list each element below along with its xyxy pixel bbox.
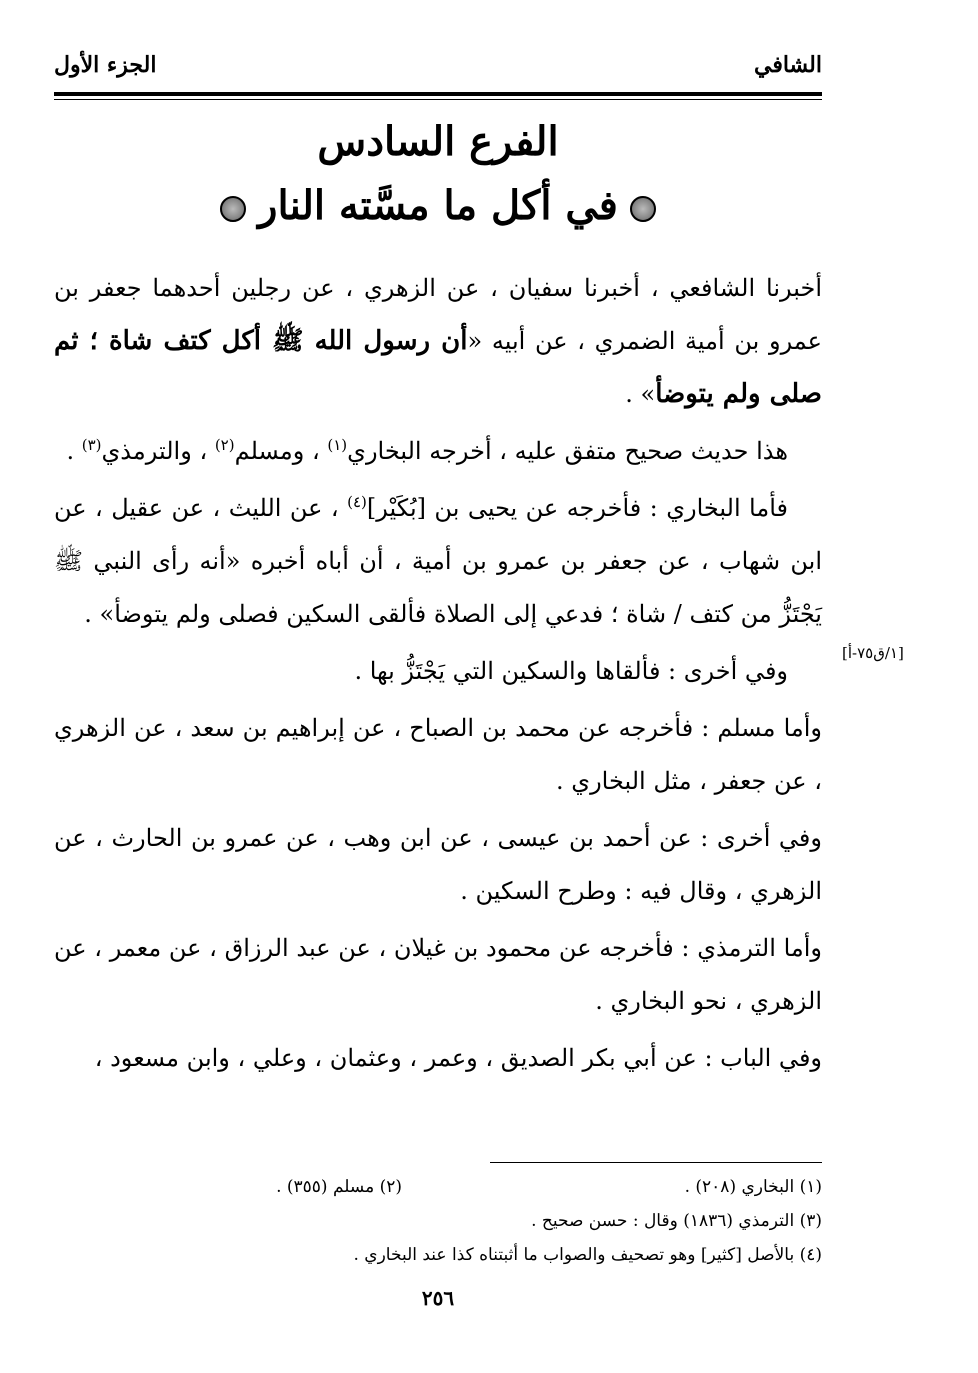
book-title: الشافي	[754, 52, 822, 78]
paragraph-7: وأما الترمذي : فأخرجه عن محمود بن غيلان ، عن عبد الرزاق ، عن معمر ، عن الزهري ، نحو البخاري .	[54, 934, 822, 1015]
footnote-row	[54, 1170, 822, 1204]
footnote-ref-3[interactable]: (٣)	[81, 436, 102, 454]
footnote-row	[54, 1238, 822, 1272]
header-rule-thick	[54, 92, 822, 96]
paragraph-4: وفي أخرى : فألقاها والسكين التي يَجْتَزُّ بها .	[354, 657, 788, 685]
footnote-ref-2[interactable]: (٢)	[214, 436, 235, 454]
footnote-ref-4[interactable]: (٤)	[347, 493, 367, 511]
footnote-3: (٣) الترمذي (١٨٣٦) وقال : حسن صحيح .	[531, 1211, 822, 1231]
footnote-ref-1[interactable]: (١)	[327, 436, 348, 454]
page-number: ٢٥٦	[421, 1286, 455, 1310]
paragraph-5: وأما مسلم : فأخرجه عن محمد بن الصباح ، عن إبراهيم بن سعد ، عن الزهري ، عن جعفر ، مثل البخاري .	[54, 714, 822, 795]
paragraph-2: هذا حديث صحيح متفق عليه ، أخرجه البخاري$^{(١)}$ ، ومسلم$^{(٢)}$ ، والترمذي$^{(٣)}$ .	[66, 436, 788, 465]
chapter-subtitle-text: في أكل ما مسَّته النار	[258, 182, 618, 229]
footnote-2: (٢) مسلم (٣٥٥) .	[276, 1177, 402, 1197]
paragraph-1: أخبرنا الشافعي ، أخبرنا سفيان ، عن الزهري ، عن رجلين أحدهما جعفر بن عمرو بن أمية الضمري ، عن أبيه «أن رسول الله ﷺ أكل كتف شاة ؛ ثم صلى ولم يتوضأ» .	[54, 274, 823, 409]
footnote-1: (١) البخاري (٢٠٨) .	[684, 1177, 822, 1197]
paragraph-3: فأما البخاري : فأخرجه عن يحيى بن [بُكَيْر]$^{(٤)}$ ، عن الليث ، عن عقيل ، عن ابن شهاب ، عن جعفر بن عمرو بن أمية ، أن أباه أخبره «أنه رأى النبي ﷺ يَجْتَزُّ من كتف / شاة ؛ فدعي إلى الصلاة فألقى السكين فصلى ولم يتوضأ» .	[54, 493, 822, 628]
paragraph-6: وفي أخرى : عن أحمد بن عيسى ، عن ابن وهب ، عن عمرو بن الحارث ، عن الزهري ، وقال فيه : وطرح السكين .	[54, 824, 822, 905]
main-text	[54, 262, 822, 1089]
footnote-row	[54, 1204, 822, 1238]
footnote-separator	[490, 1162, 822, 1163]
header-rule-thin	[54, 99, 822, 100]
manuscript-folio-note: [١/ق٧٥-أ]	[842, 644, 904, 662]
chapter-subtitle	[54, 182, 822, 229]
chapter-title: الفرع السادس	[317, 118, 559, 165]
footnote-4: (٤) بالأصل [كثير] وهو تصحيف والصواب ما أثبتناه كذا عند البخاري .	[353, 1245, 822, 1265]
volume-label: الجزء الأول	[54, 52, 157, 78]
hadith-text: أن رسول الله ﷺ أكل كتف شاة ؛ ثم صلى ولم يتوضأ	[54, 326, 822, 409]
ornament-right-icon	[630, 196, 656, 222]
paragraph-8: وفي الباب : عن أبي بكر الصديق ، وعمر ، وعثمان ، وعلي ، وابن مسعود ،	[94, 1044, 822, 1072]
running-header	[54, 52, 822, 92]
footnotes	[54, 1170, 822, 1272]
ornament-left-icon	[220, 196, 246, 222]
